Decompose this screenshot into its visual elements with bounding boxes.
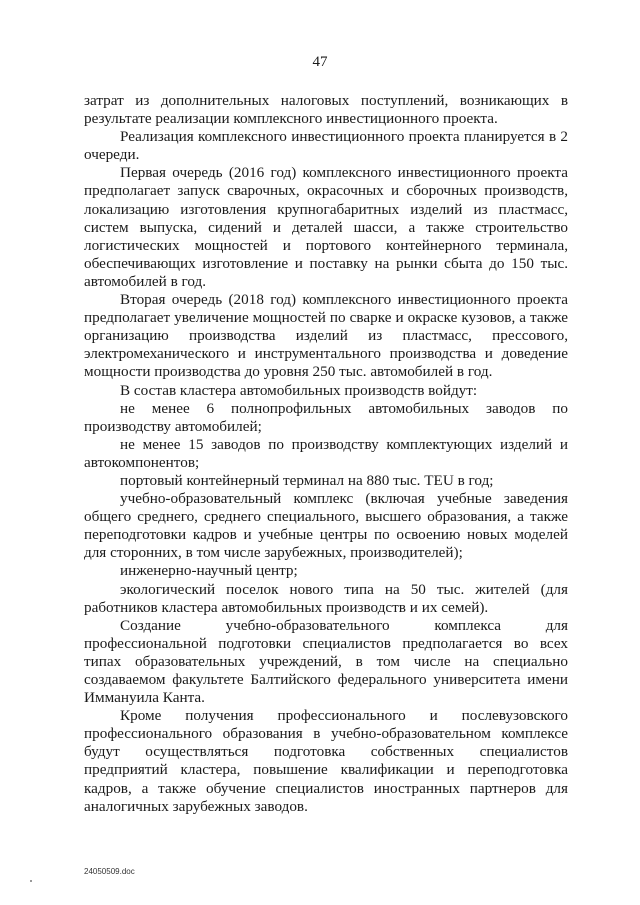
footer-filename: 24050509.doc bbox=[84, 867, 135, 876]
list-item: инженерно-научный центр; bbox=[120, 562, 298, 580]
page-number: 47 bbox=[312, 54, 328, 70]
paragraph: затрат из дополнительных налоговых поступлений, возникающих в результате реализации комплексного инвестиционного проекта. bbox=[84, 92, 568, 128]
paragraph: Вторая очередь (2018 год) комплексного инвестиционного проекта предполагает увеличение мощностей по сварке и окраске кузовов, а также организацию производства изделий из пластмасс, прессового, электромеханического и инструментального производства и доведение мощности производства до уровня 250 тыс. автомобилей в год. bbox=[84, 291, 568, 381]
scan-artifact bbox=[30, 880, 32, 882]
document-body bbox=[84, 92, 568, 816]
paragraph: Реализация комплексного инвестиционного проекта планируется в 2 очереди. bbox=[84, 128, 568, 164]
paragraph: Создание учебно-образовательного комплекса для профессиональной подготовки специалистов предполагается во всех типах образовательных учреждений, в том числе на специально создаваемом факультете Балтийского федерального университета имени Иммануила Канта. bbox=[84, 616, 568, 707]
list-item: не менее 6 полнопрофильных автомобильных заводов по производству автомобилей; bbox=[84, 399, 568, 435]
list-item: учебно-образовательный комплекс (включая учебные заведения общего среднего, среднего специального, высшего образования, а также переподготовки кадров и учебные центры по освоению новых моделей для сторонних, в том числе зарубежных, производителей); bbox=[84, 490, 568, 562]
paragraph: В состав кластера автомобильных производств войдут: bbox=[120, 381, 478, 399]
list-item: портовый контейнерный терминал на 880 тыс. TEU в год; bbox=[120, 471, 494, 489]
list-item: экологический поселок нового типа на 50 тыс. жителей (для работников кластера автомобильных производств и их семей). bbox=[84, 580, 568, 616]
paragraph: Первая очередь (2016 год) комплексного инвестиционного проекта предполагает запуск сварочных, окрасочных и сборочных производств, локализацию изготовления крупногабаритных изделий из пластмасс, систем выпуска, сидений и деталей шасси, а также строительство логистических мощностей и портового контейнерного терминала, обеспечивающих изготовление и поставку на рынки сбыта до 150 тыс. автомобилей в год. bbox=[84, 164, 568, 290]
paragraph: Кроме получения профессионального и послевузовского профессионального образования в учебно-образовательном комплексе будут осуществляться подготовка собственных специалистов предприятий кластера, повышение квалификации и переподготовка кадров, а также обучение специалистов иностранных партнеров для аналогичных зарубежных заводов. bbox=[84, 707, 568, 815]
list-item: не менее 15 заводов по производству комплектующих изделий и автокомпонентов; bbox=[84, 435, 568, 471]
